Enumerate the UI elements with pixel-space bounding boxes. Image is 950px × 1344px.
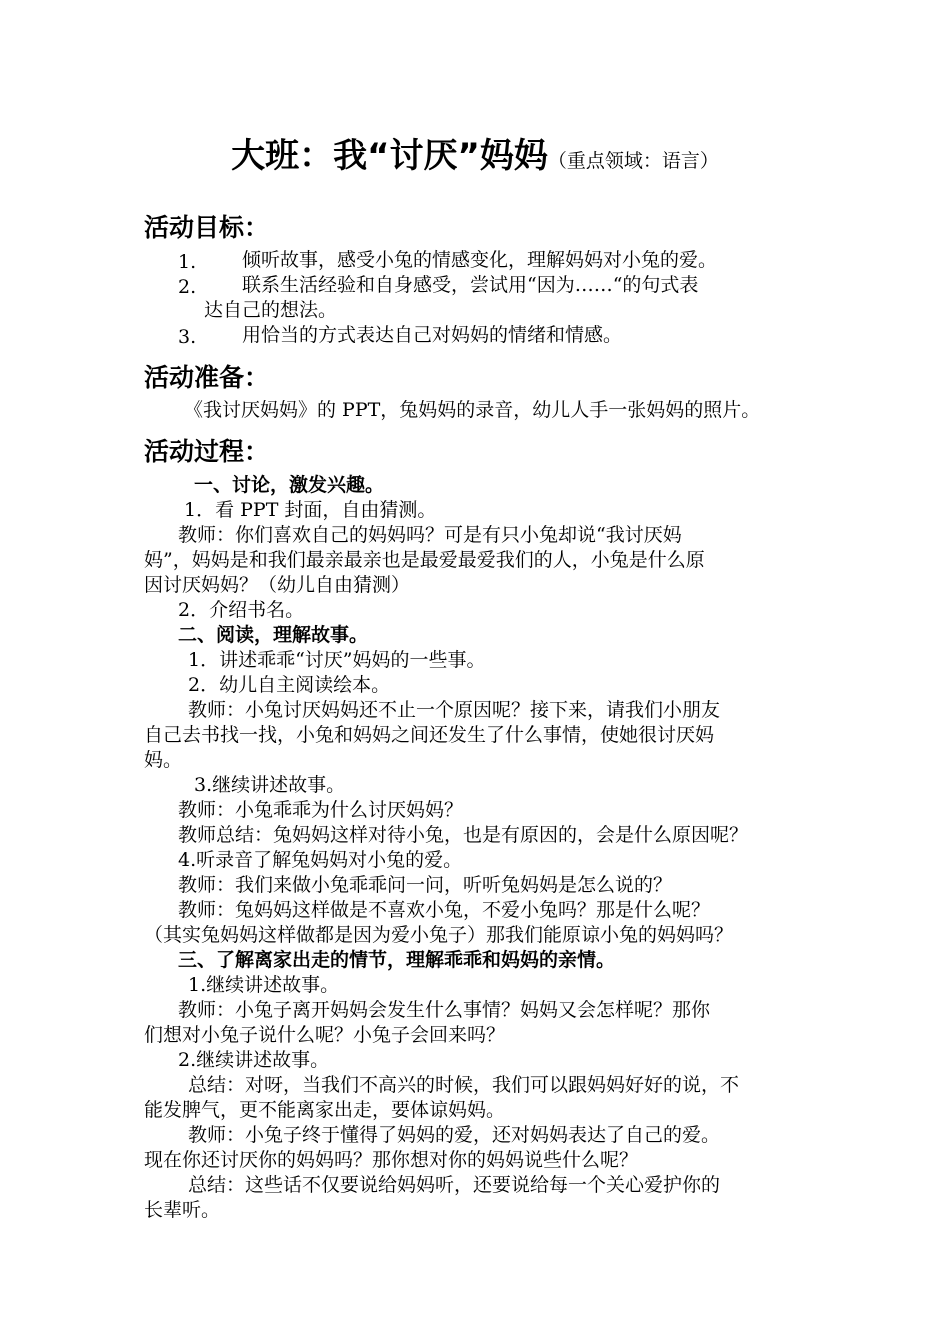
section-heading: 一、讨论，激发兴趣。 [194,474,385,496]
paragraph-line: 2．幼儿自主阅读绘本。 [188,674,391,696]
goal-number: 1. [178,251,197,273]
paragraph-line: 教师：小兔子离开妈妈会发生什么事情？妈妈又会怎样呢？那你 [178,999,711,1021]
paragraph-line: 妈”，妈妈是和我们最亲最亲也是最爱最爱我们的人，小兔是什么原 [144,549,705,571]
paragraph-line: 1.继续讲述故事。 [188,974,340,996]
goal-item-text: 用恰当的方式表达自己对妈妈的情绪和情感。 [242,324,623,346]
prep-text: 《我讨厌妈妈》的 PPT，兔妈妈的录音，幼儿人手一张妈妈的照片。 [184,399,761,421]
goal-number: 3. [178,326,197,348]
paragraph-line: 能发脾气，更不能离家出走，要体谅妈妈。 [144,1099,506,1121]
paragraph-line: 1．讲述乖乖“讨厌”妈妈的一些事。 [188,649,486,671]
paragraph-line: 教师：小兔子终于懂得了妈妈的爱，还对妈妈表达了自己的爱。 [188,1124,721,1146]
goal-number: 2. [178,276,197,298]
paragraph-line: 教师：小兔乖乖为什么讨厌妈妈？ [178,799,464,821]
paragraph-line: 总结：对呀，当我们不高兴的时候，我们可以跟妈妈好好的说，不 [188,1074,740,1096]
paragraph-line: 们想对小兔子说什么呢？小兔子会回来吗？ [144,1024,506,1046]
paragraph-line: 总结：这些话不仅要说给妈妈听，还要说给每一个关心爱护你的 [188,1174,721,1196]
paragraph-line: 4.听录音了解兔妈妈对小兔的爱。 [178,849,463,871]
title-subtitle: （重点领域：语言） [547,150,719,172]
paragraph-line: 教师：小兔讨厌妈妈还不止一个原因呢？接下来，请我们小朋友 [188,699,721,721]
paragraph-line: 现在你还讨厌你的妈妈吗？那你想对你的妈妈说些什么呢？ [144,1149,639,1171]
paragraph-line: 3.继续讲述故事。 [194,774,346,796]
page-title [0,128,950,177]
paragraph-line: 1．看 PPT 封面，自由猜测。 [184,499,437,521]
goal-item-text: 倾听故事，感受小兔的情感变化，理解妈妈对小兔的爱。 [242,249,718,271]
paragraph-line: （其实兔妈妈这样做都是因为爱小兔子）那我们能原谅小兔的妈妈吗？ [144,924,734,946]
goals-heading: 活动目标： [144,213,270,242]
paragraph-line: 妈。 [144,749,183,771]
process-heading: 活动过程： [144,437,270,466]
paragraph-line: 长辈听。 [144,1199,221,1221]
paragraph-line: 因讨厌妈妈？（幼儿自由猜测） [144,574,411,596]
paragraph-line: 教师：我们来做小兔乖乖问一问，听听兔妈妈是怎么说的？ [178,874,673,896]
section-heading: 二、阅读，理解故事。 [178,624,369,646]
goal-item-text-continued: 达自己的想法。 [204,299,338,321]
paragraph-line: 2.继续讲述故事。 [178,1049,330,1071]
goal-item-text: 联系生活经验和自身感受，尝试用“因为……“的句式表 [242,274,699,296]
section-heading: 三、了解离家出走的情节，理解乖乖和妈妈的亲情。 [178,949,616,971]
title-main: 大班：我“讨厌”妈妈 [231,136,548,176]
paragraph-line: 2．介绍书名。 [178,599,305,621]
paragraph-line: 自己去书找一找，小兔和妈妈之间还发生了什么事情，使她很讨厌妈 [144,724,715,746]
paragraph-line: 教师：兔妈妈这样做是不喜欢小兔，不爱小兔吗？那是什么呢？ [178,899,711,921]
paragraph-line: 教师：你们喜欢自己的妈妈吗？可是有只小兔却说“我讨厌妈 [178,524,682,546]
prep-heading: 活动准备： [144,363,270,392]
paragraph-line: 教师总结：兔妈妈这样对待小兔，也是有原因的，会是什么原因呢？ [178,824,749,846]
